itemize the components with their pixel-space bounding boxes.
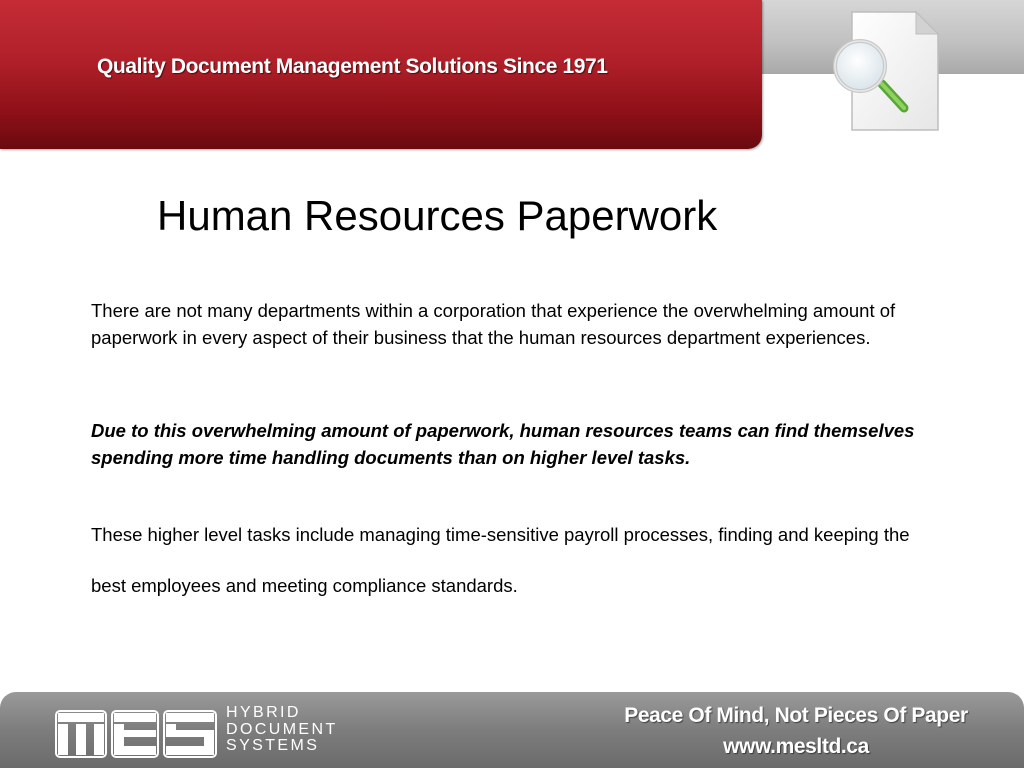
body-paragraph-2-emphasis: Due to this overwhelming amount of paperwork, human resources teams can find themselves spending more time handling documents than on higher level tasks. [91, 420, 915, 468]
logo-line-2: DOCUMENT [226, 720, 338, 738]
company-logo-mark [55, 706, 217, 758]
body-paragraph-1: There are not many departments within a corporation that experience the overwhelming amount of paperwork in every aspect of their business that the human resources department experiences. [91, 300, 896, 348]
document-search-icon [826, 8, 946, 136]
footer-tagline: Peace Of Mind, Not Pieces Of Paper [624, 704, 968, 727]
header-tagline: Quality Document Management Solutions Since 1971 [97, 55, 608, 78]
slide-title: Human Resources Paperwork [157, 192, 718, 239]
logo-line-3: SYSTEMS [226, 737, 320, 754]
website-link[interactable]: www.mesltd.ca [723, 735, 869, 758]
company-logo-text [226, 705, 366, 755]
logo-line-1: HYBRID [226, 704, 301, 721]
body-paragraph-3: These higher level tasks include managing time-sensitive payroll processes, finding and keeping the best employees and meeting compliance standards. [91, 524, 910, 596]
